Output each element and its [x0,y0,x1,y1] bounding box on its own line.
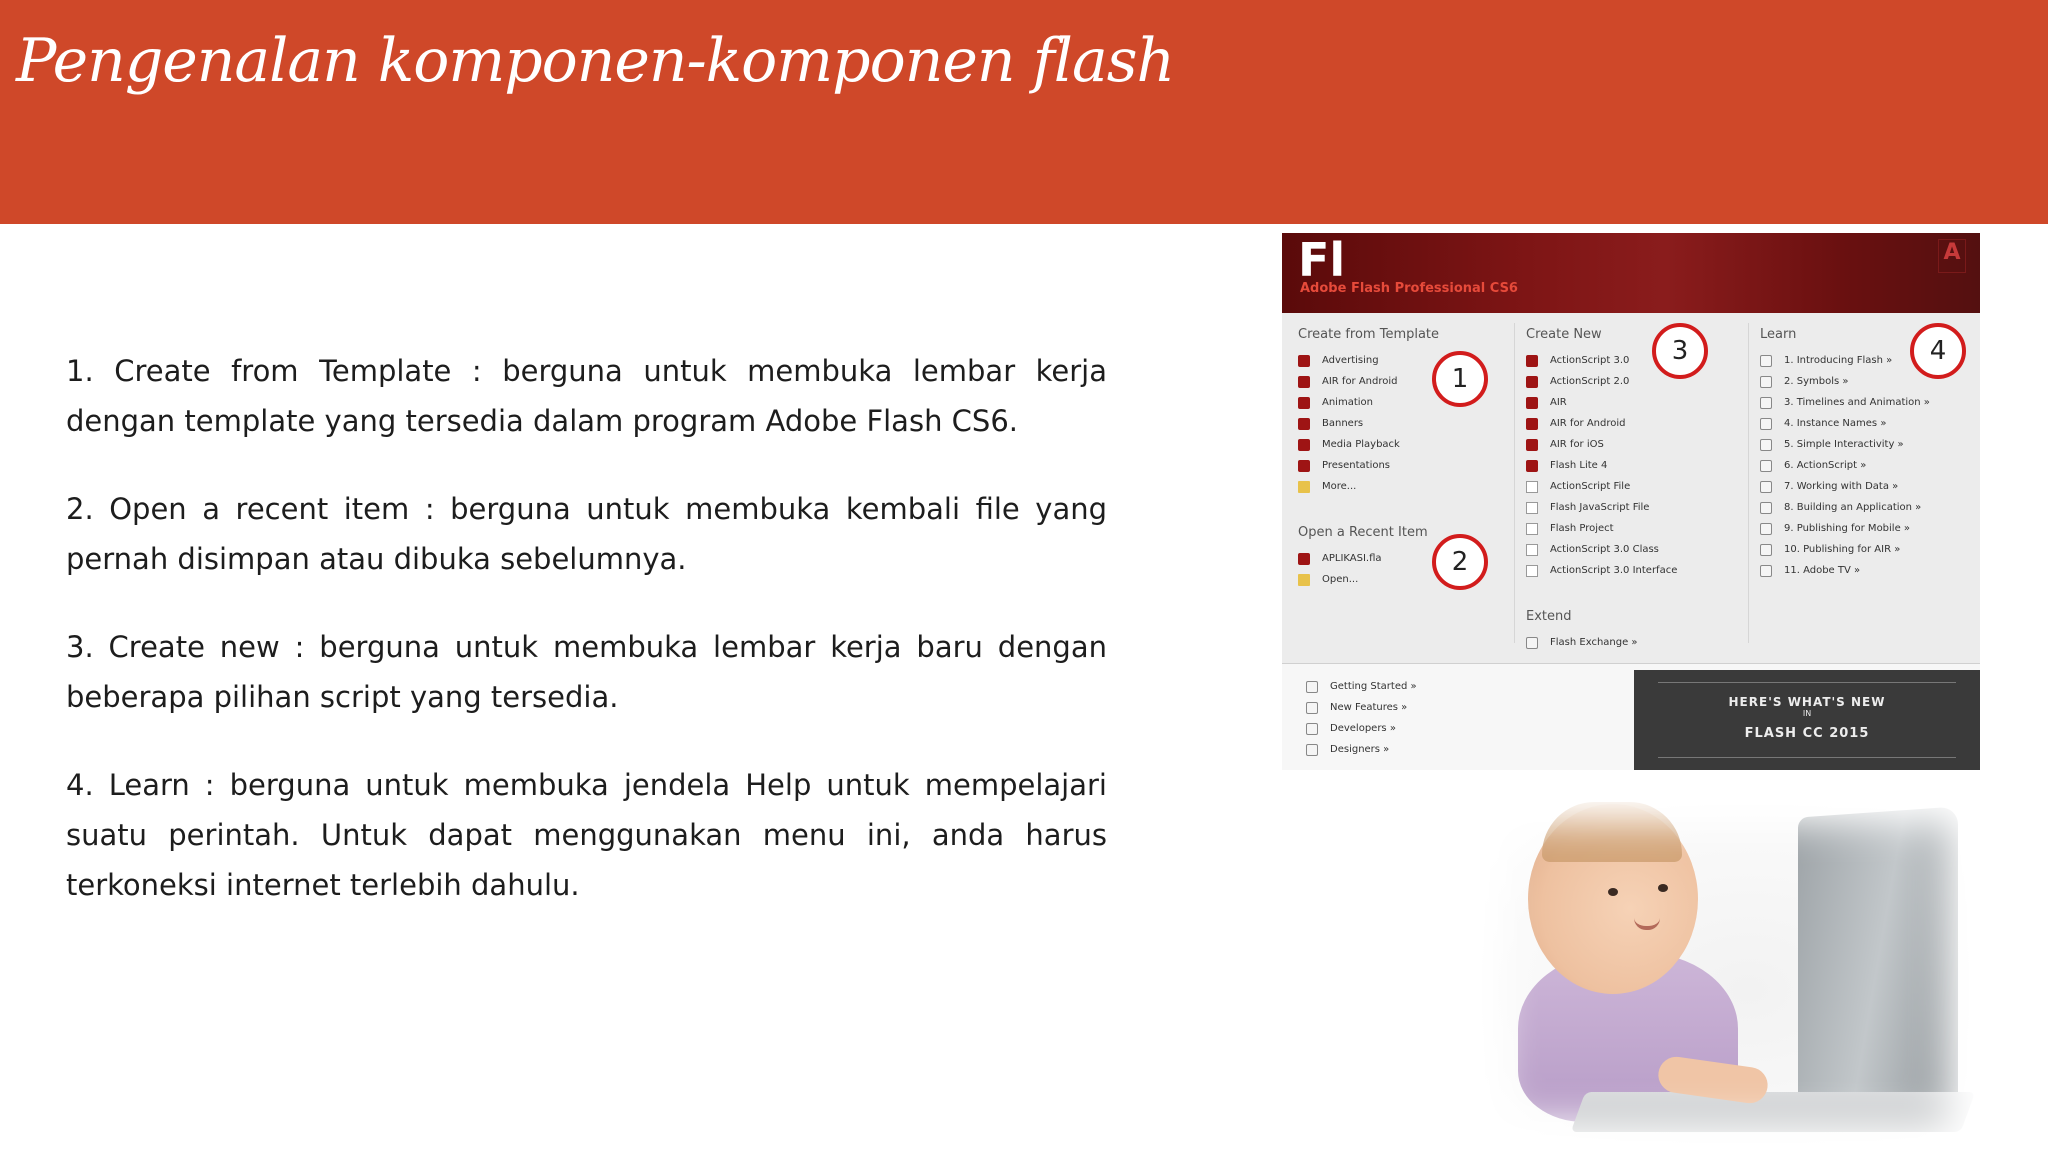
open-recent-title: Open a Recent Item [1298,525,1428,540]
learn-item[interactable]: 6. ActionScript » [1760,455,1930,476]
callout-4: 4 [1910,323,1966,379]
whats-new-heading: HERE'S WHAT'S NEW [1728,695,1886,709]
project-file-icon [1526,523,1538,535]
flash-header [1282,233,1980,313]
callout-1: 1 [1432,351,1488,407]
flash-file-icon [1298,376,1310,388]
learn-panel [1760,327,1930,581]
open-recent-panel [1298,525,1428,590]
whats-new-in: IN [1802,709,1812,718]
help-page-icon [1760,544,1772,556]
callout-3: 3 [1652,323,1708,379]
flash-file-icon [1526,355,1538,367]
flash-exchange-link[interactable]: Flash Exchange » [1526,632,1638,653]
flash-file-icon [1526,460,1538,472]
flash-file-icon [1526,397,1538,409]
help-page-icon [1306,681,1318,693]
template-item[interactable]: AIR for Android [1298,371,1439,392]
learn-item[interactable]: 10. Publishing for AIR » [1760,539,1930,560]
learn-item[interactable]: 11. Adobe TV » [1760,560,1930,581]
flash-file-icon [1298,355,1310,367]
create-new-item[interactable]: AIR [1526,392,1677,413]
slide-title: Pengenalan komponen-komponen flash [16,26,1175,96]
learn-item[interactable]: 2. Symbols » [1760,371,1930,392]
paragraph-open-recent-item: 2. Open a recent item : berguna untuk membuka kembali file yang pernah disimpan atau dibuka sebelumnya. [66,492,1107,576]
flash-file-icon [1298,553,1310,565]
baby-laptop-photo [1468,792,1978,1152]
help-page-icon [1760,418,1772,430]
create-new-item[interactable]: ActionScript 3.0 Class [1526,539,1677,560]
template-item[interactable]: Banners [1298,413,1439,434]
whats-new-banner-inner [1658,682,1956,758]
new-features-link[interactable]: New Features » [1306,697,1417,718]
folder-icon [1298,574,1310,586]
flash-file-icon [1298,439,1310,451]
flash-file-icon [1298,418,1310,430]
whats-new-product: FLASH CC 2015 [1744,726,1870,741]
template-item[interactable]: Media Playback [1298,434,1439,455]
template-item[interactable]: Presentations [1298,455,1439,476]
flash-product-name: Adobe Flash Professional CS6 [1300,281,1518,296]
help-page-icon [1760,502,1772,514]
learn-item[interactable]: 4. Instance Names » [1760,413,1930,434]
help-page-icon [1760,355,1772,367]
help-page-icon [1760,523,1772,535]
create-new-item[interactable]: AIR for Android [1526,413,1677,434]
script-file-icon [1526,544,1538,556]
flash-file-icon [1526,376,1538,388]
exchange-icon [1526,637,1538,649]
help-page-icon [1760,460,1772,472]
slide-body [66,346,1107,948]
learn-item[interactable]: 7. Working with Data » [1760,476,1930,497]
create-from-template-title: Create from Template [1298,327,1440,342]
create-new-item[interactable]: Flash Project [1526,518,1677,539]
create-new-title: Create New [1526,327,1602,342]
flash-logo: Fl [1298,233,1346,287]
paragraph-learn: 4. Learn : berguna untuk membuka jendela Help untuk mempelajari suatu perintah. Untuk dapat menggunakan menu ini, anda harus terkoneksi internet terlebih dahulu. [66,768,1107,902]
recent-item[interactable]: APLIKASI.fla [1298,548,1428,569]
help-page-icon [1306,744,1318,756]
folder-icon [1298,481,1310,493]
recent-item-open[interactable]: Open... [1298,569,1428,590]
flash-bottom-bar [1282,663,1980,770]
extend-panel [1526,609,1638,653]
script-file-icon [1526,565,1538,577]
extend-title: Extend [1526,609,1572,624]
create-from-template-panel [1298,327,1439,497]
template-item[interactable]: Advertising [1298,350,1439,371]
column-divider [1514,323,1515,643]
create-new-item[interactable]: ActionScript 2.0 [1526,371,1677,392]
create-new-item[interactable]: ActionScript 3.0 Interface [1526,560,1677,581]
create-new-item[interactable]: Flash Lite 4 [1526,455,1677,476]
learn-item[interactable]: 9. Publishing for Mobile » [1760,518,1930,539]
whats-new-banner[interactable] [1634,670,1980,770]
adobe-logo-icon: A [1938,239,1966,273]
help-page-icon [1760,481,1772,493]
template-item[interactable]: Animation [1298,392,1439,413]
learn-item[interactable]: 8. Building an Application » [1760,497,1930,518]
create-new-panel [1526,327,1677,581]
help-page-icon [1760,376,1772,388]
learn-title: Learn [1760,327,1797,342]
photo-vignette [1468,792,1978,1152]
callout-2: 2 [1432,534,1488,590]
help-page-icon [1760,397,1772,409]
designers-link[interactable]: Designers » [1306,739,1417,760]
learn-item[interactable]: 1. Introducing Flash » [1760,350,1930,371]
flash-file-icon [1526,418,1538,430]
paragraph-create-new: 3. Create new : berguna untuk membuka lembar kerja baru dengan beberapa pilihan script yang tersedia. [66,630,1107,714]
template-item-more[interactable]: More... [1298,476,1439,497]
flash-file-icon [1298,397,1310,409]
help-page-icon [1760,565,1772,577]
learn-item[interactable]: 5. Simple Interactivity » [1760,434,1930,455]
help-page-icon [1760,439,1772,451]
script-file-icon [1526,502,1538,514]
flash-file-icon [1526,439,1538,451]
getting-started-link[interactable]: Getting Started » [1306,676,1417,697]
create-new-item[interactable]: ActionScript File [1526,476,1677,497]
paragraph-create-from-template: 1. Create from Template : berguna untuk membuka lembar kerja dengan template yang tersedia dalam program Adobe Flash CS6. [66,354,1107,438]
column-divider [1748,323,1749,643]
learn-item[interactable]: 3. Timelines and Animation » [1760,392,1930,413]
script-file-icon [1526,481,1538,493]
help-page-icon [1306,702,1318,714]
flash-file-icon [1298,460,1310,472]
developers-link[interactable]: Developers » [1306,718,1417,739]
bottom-links [1306,676,1417,760]
slide-header [0,0,2048,224]
create-new-item[interactable]: ActionScript 3.0 [1526,350,1677,371]
flash-start-screen-image [1282,233,1980,770]
create-new-item[interactable]: AIR for iOS [1526,434,1677,455]
create-new-item[interactable]: Flash JavaScript File [1526,497,1677,518]
help-page-icon [1306,723,1318,735]
